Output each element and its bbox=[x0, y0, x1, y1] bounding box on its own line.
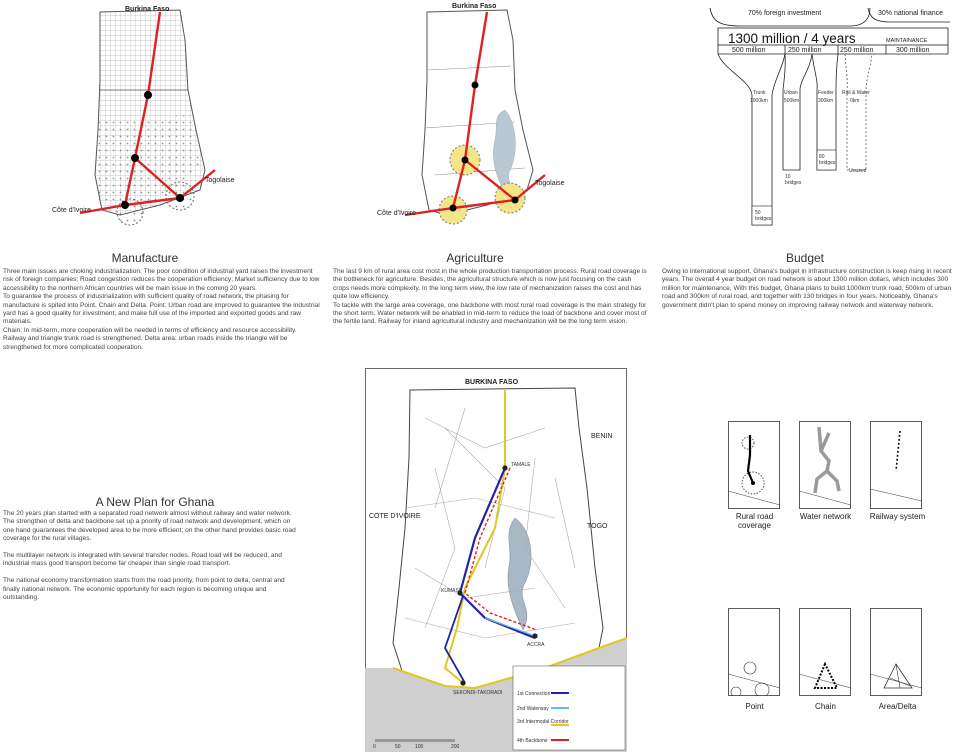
big-east1-label: BENIN bbox=[591, 433, 613, 440]
budget-body: Owing to international support, Ghana's budget in infrastructure construction is keep rising in recent years. The overall 4 year budget on road network is about 1300 million dollars, which includes 300 million for maintenance. With this budget, Ghana plans to build 1000km trunk road, 500km of urban road and 300km of rural road, and together with 130 bridges in four years. Noticeably, Ghana's government didn't plan to spend money on improving railway network and waterway network. bbox=[662, 268, 952, 309]
big-east2-label: TOGO bbox=[587, 523, 608, 530]
chain-diagram bbox=[799, 608, 851, 696]
split-1: 500 million bbox=[732, 47, 766, 54]
east-label: Togolaise bbox=[535, 180, 565, 187]
legend-1: 1st Connection bbox=[517, 691, 551, 697]
city-sekondi: SEKONDI-TAKORADI bbox=[453, 690, 503, 696]
plan-body: The 20 years plan started with a separated road network almost without railway and water network. The strengthen of delta and backbone set up a priority of road network and development, which on one hand guarantees the developed area to be more efficient; on the other hand provides basic road coverage for the rural villages. The multilayer network is integrated with several transfer nodes. Road load will be reduced, and industrial mass good transport become far cheaper than single road transport. The national economy transformation starts from the road priority, from point to delta, central and finally national network. The economic opportunity for each region is becoming unique and outstanding. bbox=[3, 510, 296, 602]
area-delta-diagram bbox=[870, 608, 922, 696]
col-feeder-length: 300km bbox=[818, 98, 834, 104]
plan-title: A New Plan for Ghana bbox=[95, 495, 215, 509]
col-rail-name: Rail & Water bbox=[842, 90, 870, 96]
budget-chart bbox=[700, 0, 960, 232]
col-trunk-name: Trunk bbox=[753, 90, 766, 96]
water-network-caption: Water network bbox=[799, 512, 852, 521]
city-accra: ACCRA bbox=[527, 642, 545, 648]
north-label: Burkina Faso bbox=[452, 3, 497, 10]
railway-system-diagram bbox=[870, 421, 922, 509]
legend-3: 3rd Intermodal Corridor bbox=[517, 719, 569, 725]
point-diagram bbox=[728, 608, 780, 696]
big-north-label: BURKINA FASO bbox=[465, 379, 519, 386]
legend-4: 4th Backbone bbox=[517, 738, 548, 744]
agriculture-body: The last 9 km of rural area cost most in the whole production transportation process. Rural road coverage is the bottleneck for agriculture. Besides, the agricultural structure which is now just focusing on the cash crops needs more complexity. In the long term view, the low rate of mechanization raises the cost and has quite low efficiency. To tackle with the large area coverage, one backbone with most rural road coverage is the main strategy for the short term. Water network will be enabled in mid-term to reduce the load of backbone and cover most of the fertile land. Railway for inland agricultural industry and mechanization will be the long term vision. bbox=[333, 268, 647, 326]
rural-road-diagram bbox=[728, 421, 780, 509]
manufacture-title: Manufacture bbox=[111, 251, 179, 265]
west-label: Côte d'Ivoire bbox=[377, 210, 417, 217]
agriculture-map bbox=[365, 0, 585, 240]
col-feeder-name: Feeder bbox=[818, 90, 834, 96]
city-tamale: TAMALE bbox=[511, 462, 531, 468]
split-2: 250 million bbox=[788, 47, 822, 54]
water-network-diagram bbox=[799, 421, 851, 509]
east-label: Togolaise bbox=[205, 177, 235, 184]
national-label: 30% national finance bbox=[878, 10, 943, 17]
north-label: Burkina Faso bbox=[125, 6, 170, 13]
manufacture-body: Three main issues are choking industrialization: The poor condition of industrial yard raises the investment risk of foreign companies; Road congestion reduces the cooperation efficiency; Market sufficiency due to low accessibility to the northern African countries will be main issue in the coming 20 years. To guarantee the process of industrialization with sufficient quality of road network, the phasing for manufacture is spited into Point, Chain and Delta. Point: Urban road are improved to guarantee the industrial yard has a good quality for investment, and make full use of the imported and exported goods and raw materials. Chain: In mid-term, more cooperation will be needed in terms of efficiency and resource accessibility. Railway and triangle trunk road is strengthened. Delta area: urban roads inside the triangle will be strengthened for more complicated cooperation. bbox=[3, 268, 320, 351]
legend-2: 2nd Waterway bbox=[517, 706, 549, 712]
point-caption: Point bbox=[745, 702, 764, 711]
ghana-network-map bbox=[365, 368, 627, 752]
col-urban-name: Urban bbox=[784, 90, 798, 96]
col-rail-length: 0km bbox=[850, 98, 860, 104]
scale-200: 200 bbox=[451, 744, 460, 750]
col-urban-bridges: 10 bridges bbox=[785, 174, 802, 186]
scale-50: 50 bbox=[395, 744, 401, 750]
scale-100: 100 bbox=[415, 744, 424, 750]
manufacture-map bbox=[40, 0, 250, 240]
budget-title: Budget bbox=[785, 251, 825, 265]
total-label: 1300 million / 4 years bbox=[728, 31, 856, 46]
maintenance-label: MAINTAINANCE bbox=[886, 38, 928, 44]
area-delta-caption: Area/Delta bbox=[878, 702, 917, 711]
chain-caption: Chain bbox=[815, 702, 836, 711]
city-kumasi: KUMASI bbox=[441, 588, 461, 594]
railway-caption: Railway system bbox=[869, 512, 926, 521]
big-west-label: COTE D'IVOIRE bbox=[369, 513, 421, 520]
agriculture-title: Agriculture bbox=[446, 251, 504, 265]
split-4: 300 million bbox=[896, 47, 930, 54]
col-trunk-bridges: 50 bridges bbox=[755, 210, 772, 222]
rural-road-caption: Rural road coverage bbox=[735, 512, 774, 530]
col-trunk-length: 1000km bbox=[750, 98, 768, 104]
west-label: Côte d'Ivoire bbox=[52, 207, 92, 214]
foreign-label: 70% foreign investment bbox=[748, 10, 822, 17]
col-rail-bridges: Unused bbox=[849, 168, 867, 174]
col-feeder-bridges: 80 bridges bbox=[819, 154, 836, 166]
split-3: 250 million bbox=[840, 47, 874, 54]
col-urban-length: 500km bbox=[784, 98, 800, 104]
scale-0: 0 bbox=[373, 744, 376, 750]
